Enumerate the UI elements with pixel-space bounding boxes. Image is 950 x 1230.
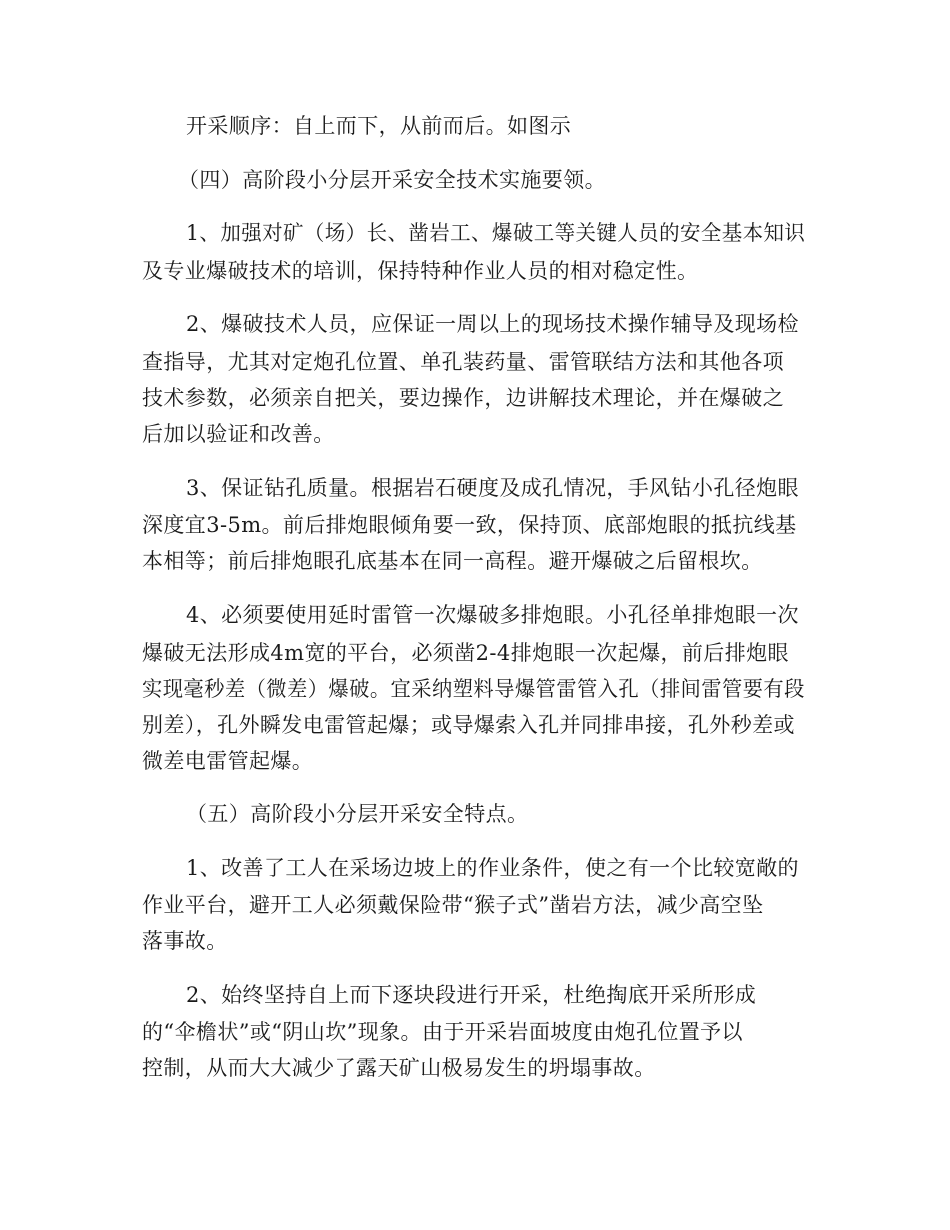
text-line: 的“伞檐状”或“阴山坎”现象。由于开采岩面坡度由炮孔位置予以 bbox=[142, 1020, 743, 1044]
text-line: 3、保证钻孔质量。根据岩石硬度及成孔情况，手风钻小孔径炮眼 bbox=[186, 476, 799, 500]
text-line: 2、始终坚持自上而下逐块段进行开采，杜绝掏底开采所形成 bbox=[186, 983, 757, 1007]
text-line: 别差），孔外瞬发电雷管起爆；或导爆索入孔并同排串接，孔外秒差或 bbox=[142, 713, 795, 737]
text-line: 开采顺序：自上而下，从前而后。如图示 bbox=[186, 114, 572, 138]
text-line: 爆破无法形成4m宽的平台，必须凿2-4排炮眼一次起爆，前后排炮眼 bbox=[142, 641, 789, 665]
text-line: 2、爆破技术人员，应保证一周以上的现场技术操作辅导及现场检 bbox=[186, 312, 799, 336]
text-line: 深度宜3-5m。前后排炮眼倾角要一致，保持顶、底部炮眼的抵抗线基 bbox=[142, 513, 797, 537]
text-line: 技术参数，必须亲自把关，要边操作，边讲解技术理论，并在爆破之 bbox=[142, 386, 784, 410]
text-line: 落事故。 bbox=[142, 929, 228, 953]
text-line: 作业平台，避开工人必须戴保险带“猴子式”凿岩方法，减少高空坠 bbox=[142, 893, 764, 917]
section-heading: （五）高阶段小分层开采安全特点。 bbox=[186, 802, 529, 826]
text-line: 及专业爆破技术的培训，保持特种作业人员的相对稳定性。 bbox=[142, 259, 699, 283]
text-line: 4、必须要使用延时雷管一次爆破多排炮眼。小孔径单排炮眼一次 bbox=[186, 603, 799, 627]
text-line: 实现毫秒差（微差）爆破。宜采纳塑料导爆管雷管入孔（排间雷管要有段 bbox=[142, 677, 805, 701]
text-line: 后加以验证和改善。 bbox=[142, 422, 335, 446]
text-line: 查指导，尤其对定炮孔位置、单孔装药量、雷管联结方法和其他各项 bbox=[142, 350, 784, 374]
section-heading: （四）高阶段小分层开采安全技术实施要领。 bbox=[178, 168, 606, 192]
text-line: 本相等；前后排炮眼孔底基本在同一高程。避开爆破之后留根坎。 bbox=[142, 549, 763, 573]
text-line: 微差电雷管起爆。 bbox=[142, 749, 314, 773]
text-line: 控制，从而大大减少了露天矿山极易发生的坍塌事故。 bbox=[142, 1056, 656, 1080]
text-line: 1、改善了工人在采场边坡上的作业条件，使之有一个比较宽敞的 bbox=[186, 856, 799, 880]
text-line: 1、加强对矿（场）长、凿岩工、爆破工等关键人员的安全基本知识 bbox=[186, 221, 806, 245]
